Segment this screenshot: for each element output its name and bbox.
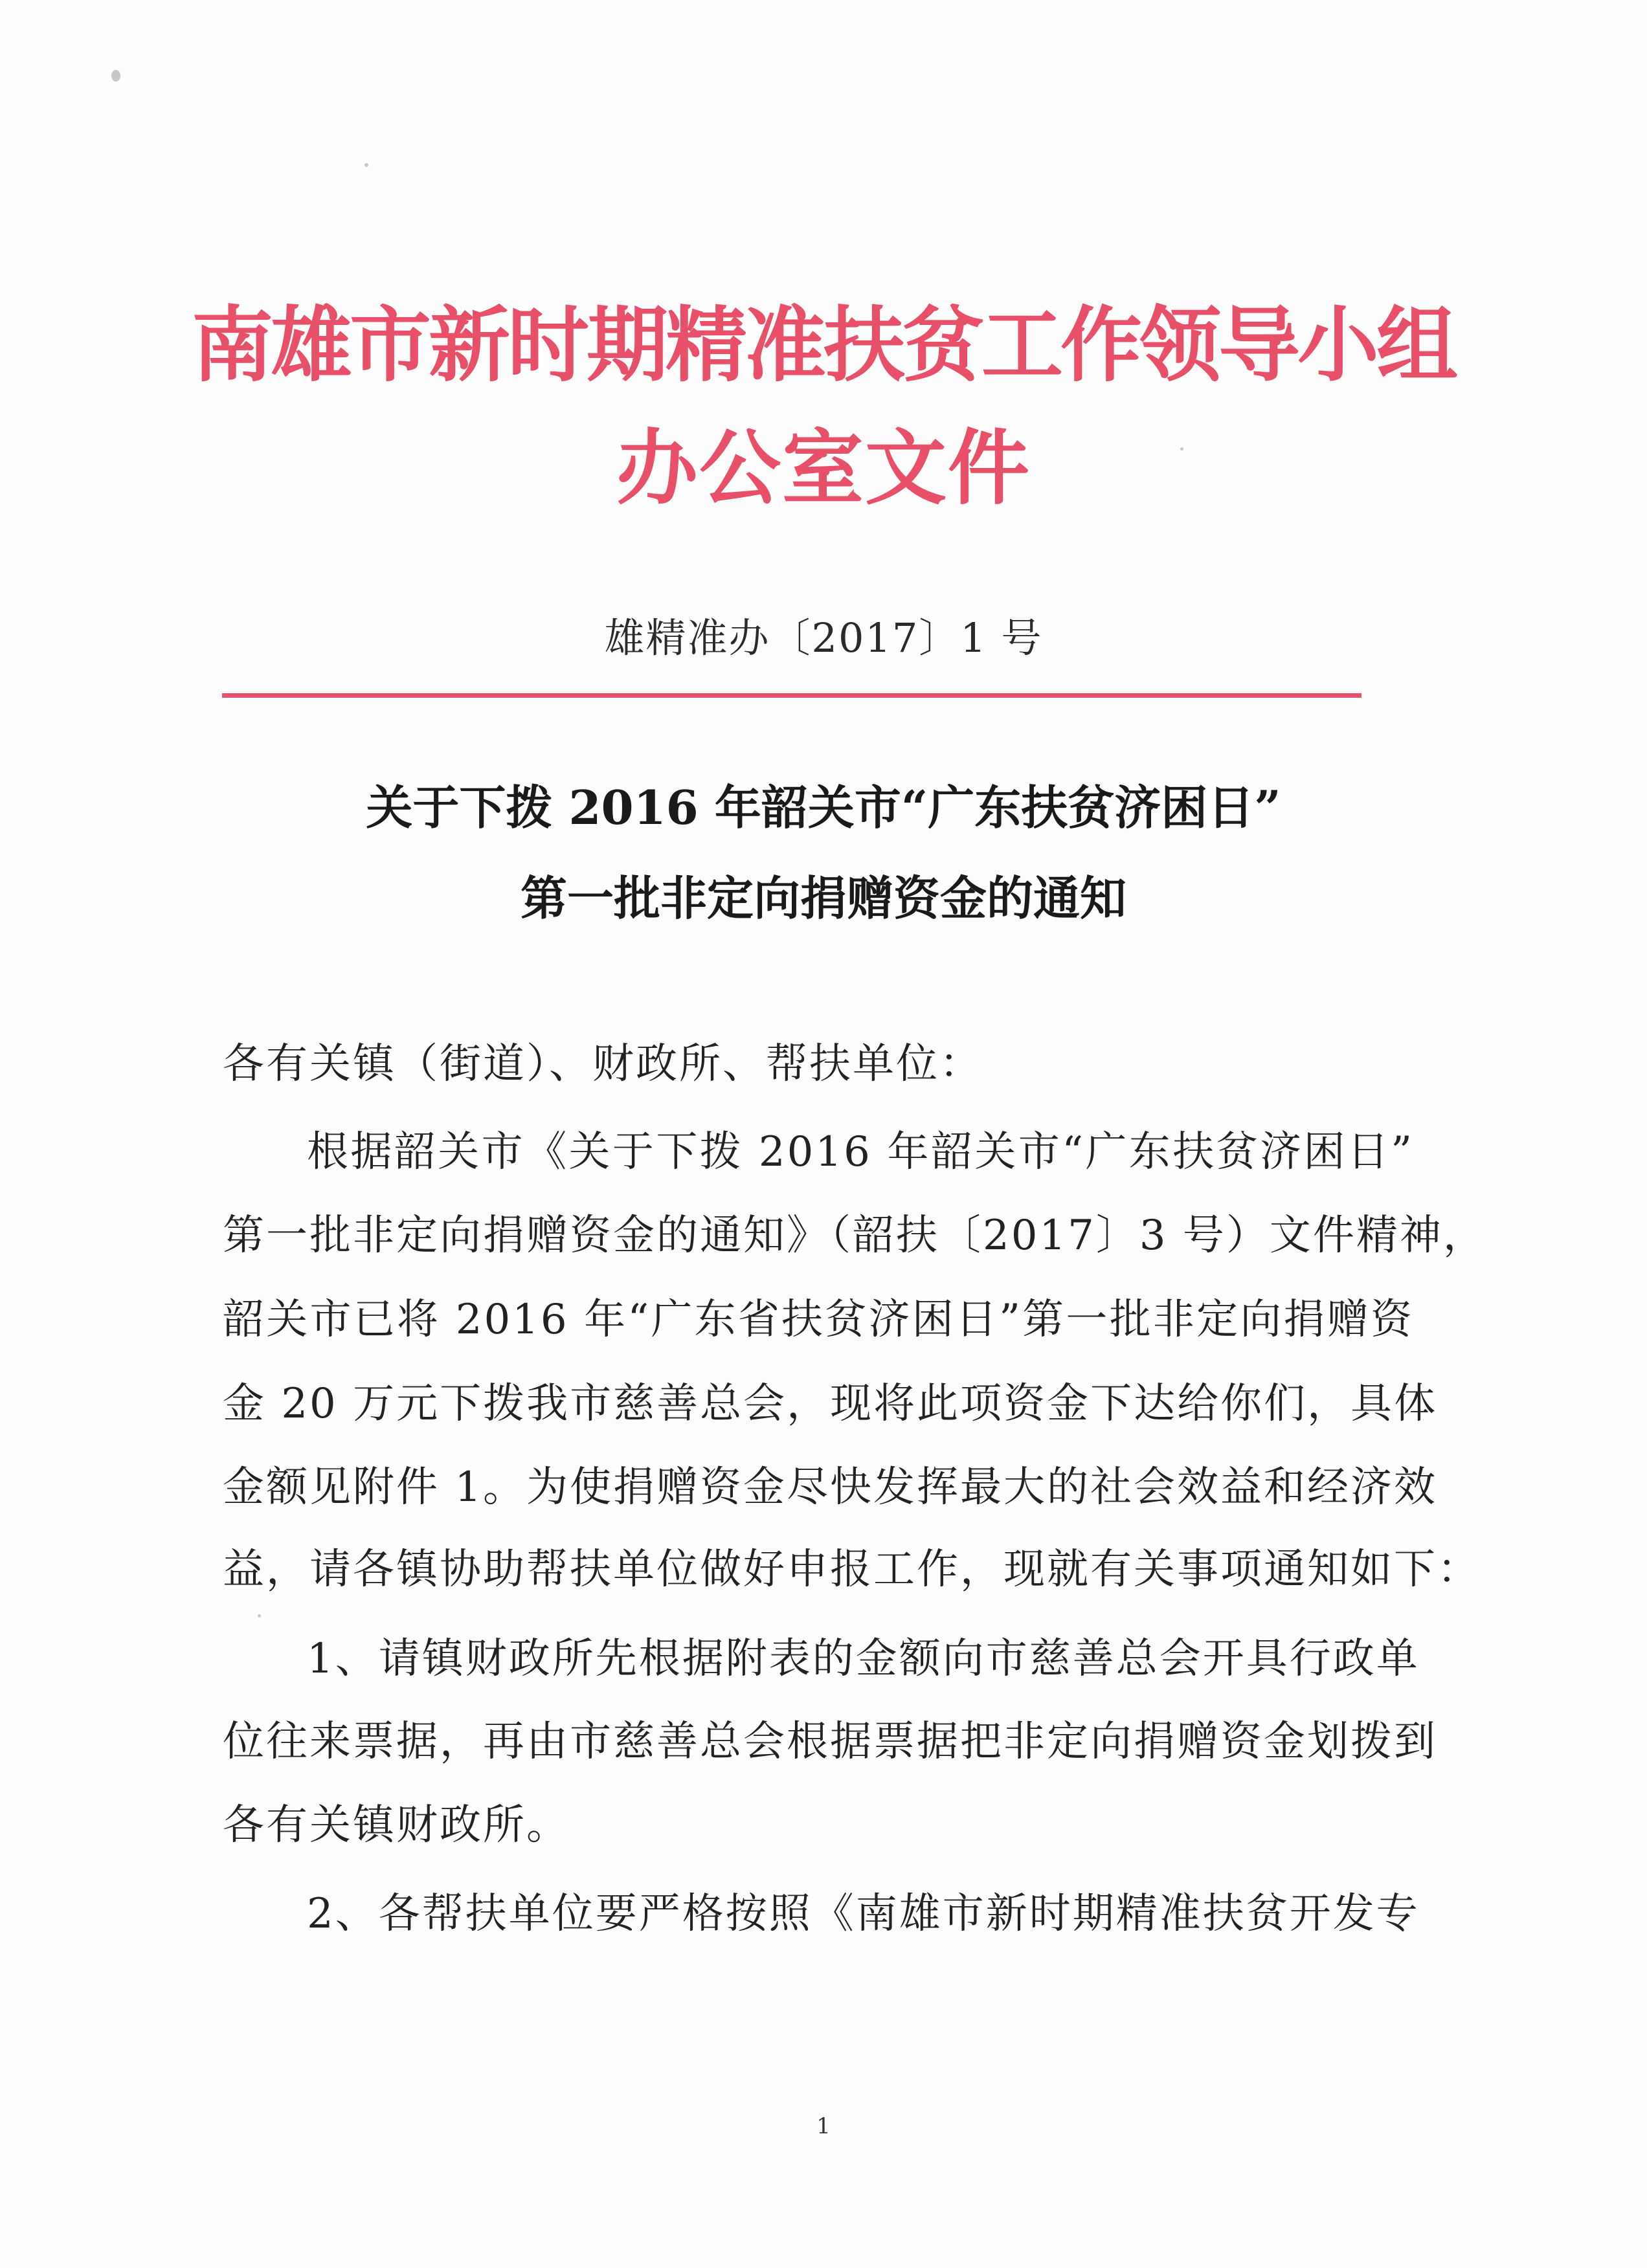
item-2-line: 2、各帮扶单位要严格按照《南雄市新时期精准扶贫开发专 bbox=[307, 1890, 1420, 1938]
body-paragraph-line: 金额见附件 1。为使捐赠资金尽快发挥最大的社会效益和经济效 bbox=[223, 1463, 1438, 1511]
notice-title-line-2: 第一批非定向捐赠资金的通知 bbox=[520, 871, 1126, 926]
body-paragraph-line: 根据韶关市《关于下拨 2016 年韶关市“广东扶贫济困日” bbox=[307, 1128, 1414, 1176]
item-1-line: 1、请镇财政所先根据附表的金额向市慈善总会开具行政单 bbox=[307, 1635, 1420, 1683]
document-type-title: 办公室文件 bbox=[616, 420, 1031, 516]
page-number: 1 bbox=[816, 2113, 831, 2139]
item-1-line: 位往来票据，再由市慈善总会根据票据把非定向捐赠资金划拨到 bbox=[223, 1718, 1437, 1766]
item-1-line: 各有关镇财政所。 bbox=[223, 1801, 570, 1849]
scan-speck bbox=[258, 1614, 261, 1618]
body-paragraph-line: 韶关市已将 2016 年“广东省扶贫济困日”第一批非定向捐赠资 bbox=[223, 1296, 1414, 1344]
document-number: 雄精准办〔2017〕1 号 bbox=[604, 614, 1043, 662]
scan-speck bbox=[111, 70, 120, 82]
body-paragraph-line: 益，请各镇协助帮扶单位做好申报工作，现就有关事项通知如下： bbox=[223, 1546, 1481, 1594]
body-paragraph-line: 金 20 万元下拨我市慈善总会，现将此项资金下达给你们，具体 bbox=[223, 1380, 1438, 1428]
salutation: 各有关镇（街道）、财政所、帮扶单位： bbox=[223, 1040, 983, 1088]
notice-title-line-1: 关于下拨 2016 年韶关市“广东扶贫济困日” bbox=[366, 780, 1281, 835]
red-header-rule bbox=[222, 693, 1361, 698]
body-paragraph-line: 第一批非定向捐赠资金的通知》（韶扶〔2017〕3 号）文件精神， bbox=[223, 1212, 1486, 1260]
scan-speck bbox=[364, 163, 368, 167]
issuing-organization-title: 南雄市新时期精准扶贫工作领导小组 bbox=[192, 297, 1455, 393]
